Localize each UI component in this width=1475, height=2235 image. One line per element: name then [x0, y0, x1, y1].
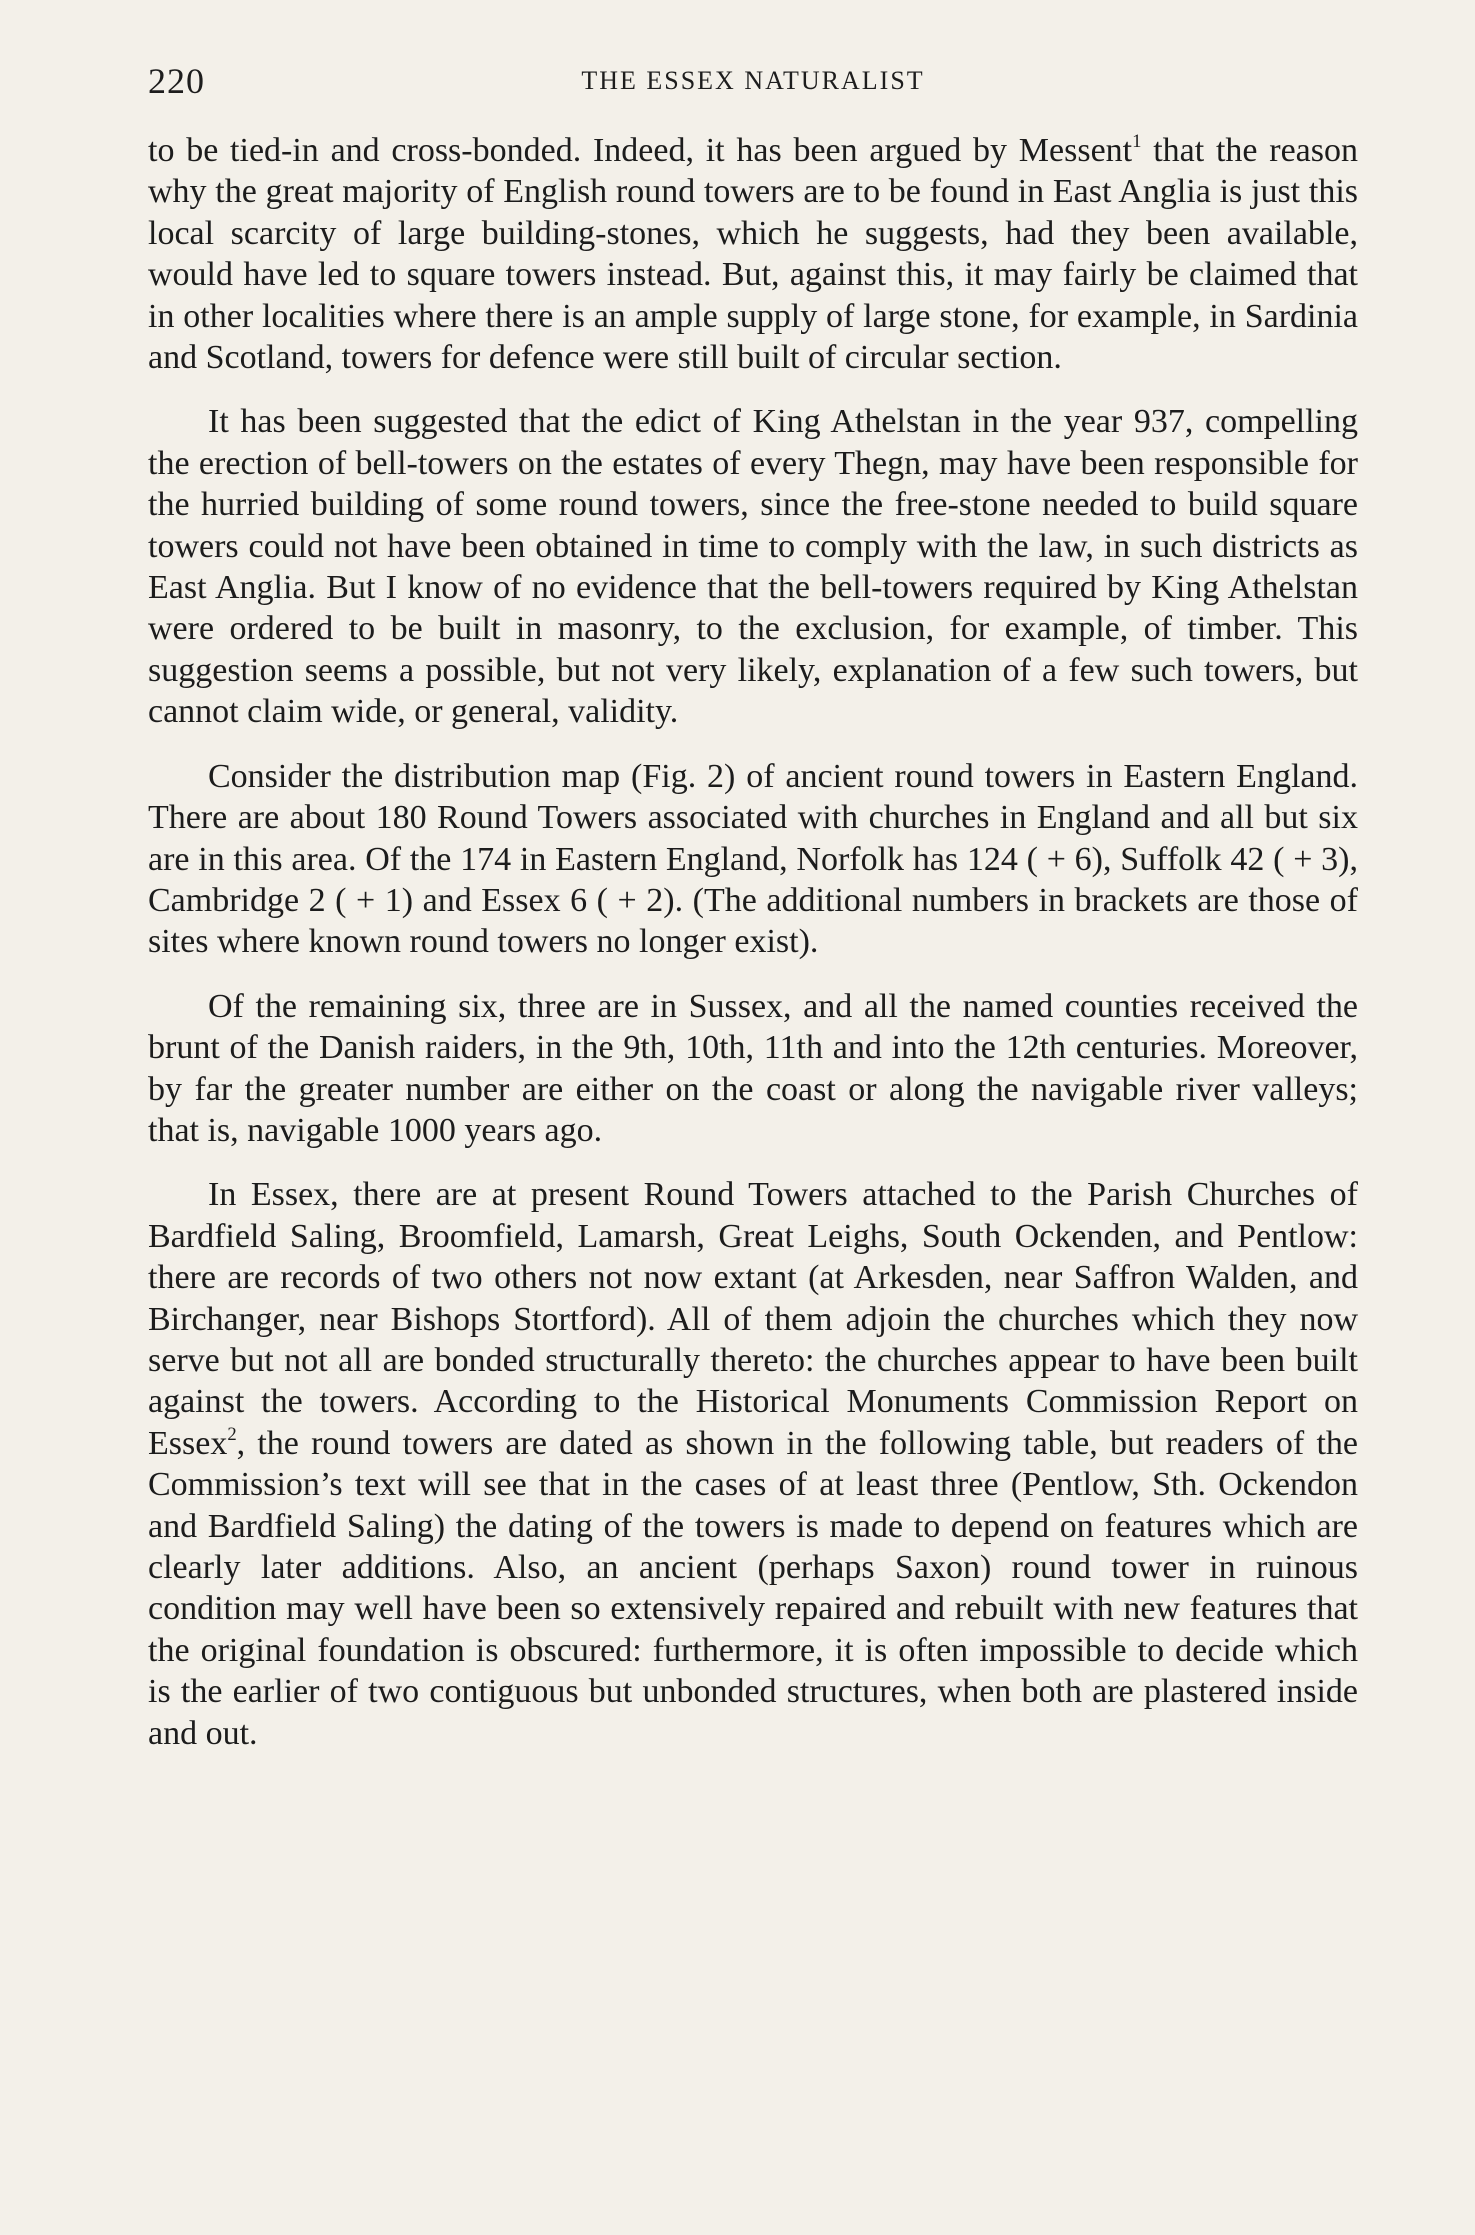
paragraph-5-text-b: , the round towers are dated as shown in the following table, but readers of the Commission’s text will see that in the cases of at least three (Pentlow, Sth. Ockendon and Bardfield Saling) the dating of the towers is made to depend on features which are clearly later additions. Also, an ancient (perhaps Saxon) round tower in ruinous condition may well have been so extensively repaired and rebuilt with new features that the original foundation is obscured: furthermore, it is often impossible to decide which is the earlier of two contiguous but unbonded structures, when both are plastered inside and out. — [148, 1424, 1358, 1752]
paragraph-4: Of the remaining six, three are in Sussex, and all the named counties received the brunt of the Danish raiders, in the 9th, 10th, 11th and into the 12th centuries. Moreover, by far the greater number are either on the coast or along the navigable river valleys; that is, navigable 1000 years ago. — [148, 987, 1358, 1149]
running-title: THE ESSEX NATURALIST — [581, 66, 925, 95]
page-header — [148, 60, 1358, 110]
paragraph-1-text-b: that the reason why the great majority of English round towers are to be found in East Anglia is just this local scarcity of large building-stones, which he suggests, had they been available, would have led to square towers instead. But, against this, it may fairly be claimed that in other localities where there is an ample supply of large stone, for example, in Sardinia and Scotland, towers for defence were still built of circular section. — [148, 132, 1358, 377]
paragraph-3: Consider the distribution map (Fig. 2) of ancient round towers in Eastern England. There are about 180 Round Towers associated with churches in England and all but six are in this area. Of the 174 in Eastern England, Norfolk has 124 ( + 6), Suffolk 42 ( + 3), Cambridge 2 ( + 1) and Essex 6 ( + 2). (The additional numbers in brackets are those of sites where known round towers no longer exist). — [148, 757, 1358, 961]
paragraph-2: It has been suggested that the edict of King Athelstan in the year 937, compelling the erection of bell-towers on the estates of every Thegn, may have been responsible for the hurried building of some round towers, since the free-stone needed to build square towers could not have been obtained in time to comply with the law, in such districts as East Anglia. But I know of no evidence that the bell-towers required by King Athelstan were ordered to be built in masonry, to the exclusion, for example, of timber. This suggestion seems a possible, but not very likely, explanation of a few such towers, but cannot claim wide, or general, validity. — [148, 403, 1358, 731]
footnote-ref-1: 1 — [1132, 130, 1142, 152]
paragraph-1 — [148, 130, 1358, 378]
body-text — [148, 130, 1358, 1777]
page-number: 220 — [148, 61, 205, 101]
footnote-ref-2: 2 — [227, 1423, 237, 1445]
paragraph-1-text-a: to be tied-in and cross-bonded. Indeed, it has been argued by Messent — [148, 132, 1133, 169]
paragraph-5 — [148, 1174, 1358, 1754]
paragraph-5-text-a: In Essex, there are at present Round Towers attached to the Parish Churches of Bardfield Saling, Broomfield, Lamarsh, Great Leighs, South Ockenden, and Pentlow: there are records of two others not now extant (at Arkesden, near Saffron Walden, and Birchanger, near Bishops Stortford). All of them adjoin the churches which they now serve but not all are bonded structurally thereto: the churches appear to have been built against the towers. According to the Historical Monuments Commission Report on Essex — [148, 1176, 1358, 1462]
